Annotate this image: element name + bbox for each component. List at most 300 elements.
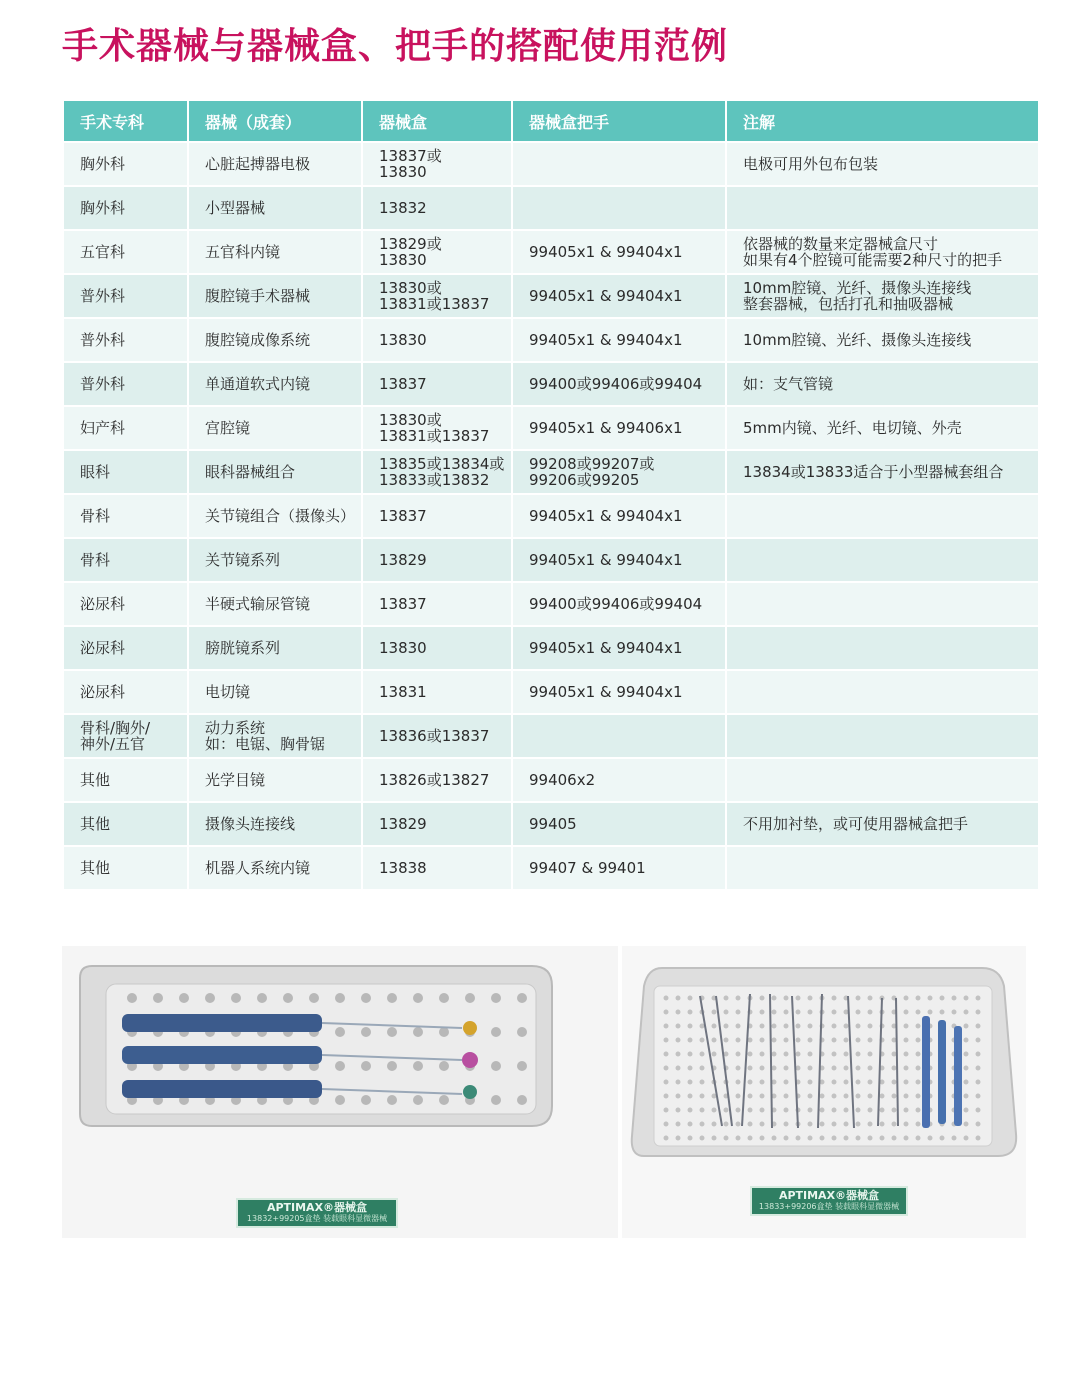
tray-hole bbox=[700, 1052, 705, 1057]
table-cell: 10mm腔镜、光纤、摄像头连接线 整套器械，包括打孔和抽吸器械 bbox=[727, 275, 1038, 317]
table-cell: 关节镜系列 bbox=[189, 539, 361, 581]
tray-hole bbox=[868, 1066, 873, 1071]
table-cell bbox=[727, 847, 1038, 889]
tray-hole bbox=[439, 1061, 449, 1071]
tray-hole bbox=[784, 1066, 789, 1071]
tray-hole bbox=[712, 1108, 717, 1113]
tray-hole bbox=[964, 1024, 969, 1029]
tray-hole bbox=[387, 1061, 397, 1071]
tray-hole bbox=[832, 1080, 837, 1085]
tray-hole bbox=[784, 1024, 789, 1029]
table-cell: 13829或 13830 bbox=[363, 231, 511, 273]
table-cell: 泌尿科 bbox=[64, 583, 187, 625]
table-cell: 泌尿科 bbox=[64, 671, 187, 713]
tray-hole bbox=[964, 1052, 969, 1057]
column-header: 注解 bbox=[727, 101, 1038, 141]
tray-hole bbox=[796, 1024, 801, 1029]
tray-hole bbox=[856, 1052, 861, 1057]
tray-hole bbox=[664, 1038, 669, 1043]
tray-hole bbox=[796, 996, 801, 1001]
tray-hole bbox=[712, 1024, 717, 1029]
table-cell bbox=[513, 187, 725, 229]
tray-hole bbox=[664, 1066, 669, 1071]
tray-hole bbox=[808, 1136, 813, 1141]
tray-hole bbox=[491, 1027, 501, 1037]
table-row bbox=[64, 451, 1038, 493]
table-cell: 如：支气管镜 bbox=[727, 363, 1038, 405]
tray-hole bbox=[976, 1038, 981, 1043]
table-cell: 关节镜组合（摄像头） bbox=[189, 495, 361, 537]
tray-hole bbox=[748, 1108, 753, 1113]
photo-caption: 13833+99206盒垫 装载眼科显微器械 bbox=[758, 1202, 900, 1211]
tray-hole bbox=[153, 993, 163, 1003]
table-cell: 心脏起搏器电极 bbox=[189, 143, 361, 185]
tray-hole bbox=[760, 1010, 765, 1015]
tray-hole bbox=[712, 1052, 717, 1057]
tray-hole bbox=[892, 1094, 897, 1099]
tray-hole bbox=[916, 1108, 921, 1113]
table-cell bbox=[727, 583, 1038, 625]
tray-hole bbox=[844, 1038, 849, 1043]
table-row bbox=[64, 583, 1038, 625]
tray-hole bbox=[772, 1066, 777, 1071]
tray-hole bbox=[808, 1066, 813, 1071]
tray-hole bbox=[736, 1136, 741, 1141]
table-row bbox=[64, 847, 1038, 889]
table-cell: 99208或99207或 99206或99205 bbox=[513, 451, 725, 493]
table-row bbox=[64, 803, 1038, 845]
tray-hole bbox=[491, 1095, 501, 1105]
tray-hole bbox=[736, 1010, 741, 1015]
table-cell: 99400或99406或99404 bbox=[513, 363, 725, 405]
tray-hole bbox=[413, 1061, 423, 1071]
tray-hole bbox=[664, 1094, 669, 1099]
tray-hole bbox=[868, 1024, 873, 1029]
tray-hole bbox=[413, 993, 423, 1003]
tray-hole bbox=[712, 1010, 717, 1015]
tray-hole bbox=[964, 1010, 969, 1015]
table-cell: 13836或13837 bbox=[363, 715, 511, 757]
tray-hole bbox=[964, 1094, 969, 1099]
table-cell: 其他 bbox=[64, 847, 187, 889]
photo-label bbox=[750, 1186, 908, 1216]
tray-hole bbox=[820, 1122, 825, 1127]
tray-hole bbox=[976, 1122, 981, 1127]
tray-hole bbox=[832, 1052, 837, 1057]
column-header: 器械（成套） bbox=[189, 101, 361, 141]
tray-hole bbox=[964, 1080, 969, 1085]
tray-hole bbox=[688, 1122, 693, 1127]
tray-hole bbox=[676, 1038, 681, 1043]
tray-hole bbox=[688, 996, 693, 1001]
table-cell: 13837 bbox=[363, 583, 511, 625]
table-row bbox=[64, 539, 1038, 581]
tray-hole bbox=[688, 1080, 693, 1085]
tray-hole bbox=[940, 1010, 945, 1015]
tray-hole bbox=[904, 1052, 909, 1057]
tray-hole bbox=[904, 996, 909, 1001]
tray-hole bbox=[976, 1080, 981, 1085]
table-cell: 眼科 bbox=[64, 451, 187, 493]
table-cell bbox=[727, 495, 1038, 537]
page-title: 手术器械与器械盒、把手的搭配使用范例 bbox=[62, 26, 729, 67]
table-row bbox=[64, 715, 1038, 757]
tray-hole bbox=[688, 1094, 693, 1099]
tray-hole bbox=[688, 1136, 693, 1141]
tray-hole bbox=[928, 1136, 933, 1141]
tray-hole bbox=[784, 1108, 789, 1113]
table-cell: 13830 bbox=[363, 627, 511, 669]
tray-hole bbox=[904, 1094, 909, 1099]
tray-hole bbox=[491, 993, 501, 1003]
tray-hole bbox=[760, 1136, 765, 1141]
tray-hole bbox=[868, 1038, 873, 1043]
tray-hole bbox=[439, 1027, 449, 1037]
tray-hole bbox=[856, 1038, 861, 1043]
table-cell: 13838 bbox=[363, 847, 511, 889]
table-header-row bbox=[64, 101, 1038, 141]
tray-hole bbox=[916, 1122, 921, 1127]
tray-hole bbox=[808, 1094, 813, 1099]
tray-hole bbox=[940, 1136, 945, 1141]
tray-hole bbox=[832, 1024, 837, 1029]
table-cell: 普外科 bbox=[64, 363, 187, 405]
table-cell: 5mm内镜、光纤、电切镜、外壳 bbox=[727, 407, 1038, 449]
tray-hole bbox=[361, 1095, 371, 1105]
tray-hole bbox=[832, 1094, 837, 1099]
table-cell bbox=[727, 627, 1038, 669]
tray-hole bbox=[976, 996, 981, 1001]
tray-hole bbox=[736, 1066, 741, 1071]
table-body bbox=[64, 143, 1038, 889]
table-cell: 13837 bbox=[363, 495, 511, 537]
tray-hole bbox=[712, 1136, 717, 1141]
tray-hole bbox=[916, 1066, 921, 1071]
table-row bbox=[64, 759, 1038, 801]
tray-hole bbox=[724, 1136, 729, 1141]
tray-hole bbox=[916, 1010, 921, 1015]
table-row bbox=[64, 187, 1038, 229]
photo-caption: 13832+99205盒垫 装载眼科显微器械 bbox=[246, 1214, 388, 1223]
table-cell: 泌尿科 bbox=[64, 627, 187, 669]
tray-hole bbox=[784, 996, 789, 1001]
tray-hole bbox=[868, 1122, 873, 1127]
tray-hole bbox=[700, 1066, 705, 1071]
tray-hole bbox=[904, 1038, 909, 1043]
tray-hole bbox=[868, 1094, 873, 1099]
tray-hole bbox=[976, 1010, 981, 1015]
tray-hole bbox=[700, 1094, 705, 1099]
tray-hole bbox=[880, 1094, 885, 1099]
tray-hole bbox=[820, 1094, 825, 1099]
table-cell: 光学目镜 bbox=[189, 759, 361, 801]
tray-hole bbox=[880, 1108, 885, 1113]
tray-hole bbox=[904, 1066, 909, 1071]
table-cell: 胸外科 bbox=[64, 187, 187, 229]
tray-hole bbox=[868, 1136, 873, 1141]
table-row bbox=[64, 275, 1038, 317]
tray-hole bbox=[916, 1052, 921, 1057]
tray-hole bbox=[413, 1095, 423, 1105]
tray-hole bbox=[976, 1066, 981, 1071]
table-cell: 五官科 bbox=[64, 231, 187, 273]
table-cell: 眼科器械组合 bbox=[189, 451, 361, 493]
photo-brand: APTIMAX®器械盒 bbox=[778, 1189, 880, 1202]
tray-hole bbox=[748, 1094, 753, 1099]
table-cell: 99405 bbox=[513, 803, 725, 845]
tray-hole bbox=[257, 993, 267, 1003]
tray-hole bbox=[892, 1108, 897, 1113]
tray-hole bbox=[916, 1038, 921, 1043]
tray-hole bbox=[832, 996, 837, 1001]
table-cell bbox=[727, 671, 1038, 713]
tray-hole bbox=[796, 1038, 801, 1043]
tray-hole bbox=[309, 993, 319, 1003]
tray-hole bbox=[772, 1024, 777, 1029]
photo-label bbox=[236, 1198, 398, 1228]
endoscope-tray-image bbox=[62, 946, 618, 1238]
tray-hole bbox=[700, 1108, 705, 1113]
table-cell: 机器人系统内镜 bbox=[189, 847, 361, 889]
tray-hole bbox=[892, 1136, 897, 1141]
tray-hole bbox=[736, 1024, 741, 1029]
table-cell: 99405x1 & 99404x1 bbox=[513, 231, 725, 273]
tray-hole bbox=[772, 1038, 777, 1043]
tray-hole bbox=[856, 1122, 861, 1127]
tray-hole bbox=[868, 1052, 873, 1057]
table-cell bbox=[727, 759, 1038, 801]
tray-hole bbox=[748, 1122, 753, 1127]
tray-hole bbox=[387, 1095, 397, 1105]
tray-hole bbox=[517, 993, 527, 1003]
tray-hole bbox=[664, 1010, 669, 1015]
tray-hole bbox=[748, 1052, 753, 1057]
tray-hole bbox=[952, 996, 957, 1001]
tray-hole bbox=[664, 1024, 669, 1029]
table-cell: 腹腔镜手术器械 bbox=[189, 275, 361, 317]
tray-hole bbox=[491, 1061, 501, 1071]
tray-hole bbox=[179, 993, 189, 1003]
tray-hole bbox=[928, 996, 933, 1001]
tray-hole bbox=[724, 1038, 729, 1043]
tray-hole bbox=[808, 1080, 813, 1085]
tray-hole bbox=[832, 1010, 837, 1015]
photo-endoscope-tray bbox=[62, 946, 618, 1238]
tray-hole bbox=[844, 1136, 849, 1141]
tray-hole bbox=[736, 1038, 741, 1043]
tray-hole bbox=[413, 1027, 423, 1037]
tray-hole bbox=[700, 1080, 705, 1085]
tray-hole bbox=[784, 1052, 789, 1057]
tray-hole bbox=[856, 1080, 861, 1085]
tray-hole bbox=[772, 1052, 777, 1057]
tray-hole bbox=[439, 1095, 449, 1105]
tray-hole bbox=[664, 1080, 669, 1085]
table-row bbox=[64, 363, 1038, 405]
table-cell: 电切镜 bbox=[189, 671, 361, 713]
tray-hole bbox=[916, 1094, 921, 1099]
table-cell: 依器械的数量来定器械盒尺寸 如果有4个腔镜可能需要2种尺寸的把手 bbox=[727, 231, 1038, 273]
tray-hole bbox=[784, 1080, 789, 1085]
table-row bbox=[64, 671, 1038, 713]
tray-hole bbox=[676, 1080, 681, 1085]
table-cell: 13830或 13831或13837 bbox=[363, 275, 511, 317]
tray-hole bbox=[856, 996, 861, 1001]
tray-hole bbox=[856, 1066, 861, 1071]
tray-hole bbox=[844, 1024, 849, 1029]
table-cell: 骨科/胸外/ 神外/五官 bbox=[64, 715, 187, 757]
tray-hole bbox=[688, 1024, 693, 1029]
tray-hole bbox=[748, 1066, 753, 1071]
tray-hole bbox=[856, 1094, 861, 1099]
tray-hole bbox=[760, 1024, 765, 1029]
table-cell: 13831 bbox=[363, 671, 511, 713]
tray-hole bbox=[335, 1061, 345, 1071]
tray-hole bbox=[700, 1136, 705, 1141]
tray-hole bbox=[517, 1027, 527, 1037]
tray-hole bbox=[664, 1108, 669, 1113]
tray-hole bbox=[688, 1108, 693, 1113]
tray-hole bbox=[784, 1122, 789, 1127]
tray-hole bbox=[736, 1094, 741, 1099]
tray-hole bbox=[976, 1024, 981, 1029]
tray-hole bbox=[976, 1108, 981, 1113]
table-cell: 动力系统 如：电锯、胸骨锯 bbox=[189, 715, 361, 757]
tray-hole bbox=[916, 1136, 921, 1141]
table-cell: 13834或13833适合于小型器械套组合 bbox=[727, 451, 1038, 493]
table-cell: 妇产科 bbox=[64, 407, 187, 449]
tray-hole bbox=[844, 1052, 849, 1057]
tray-hole bbox=[760, 1108, 765, 1113]
tray-hole bbox=[808, 996, 813, 1001]
table-cell: 99405x1 & 99404x1 bbox=[513, 495, 725, 537]
table-cell: 普外科 bbox=[64, 319, 187, 361]
tray-hole bbox=[808, 1052, 813, 1057]
tray-hole bbox=[676, 996, 681, 1001]
tray-hole bbox=[964, 1108, 969, 1113]
table-cell: 99405x1 & 99404x1 bbox=[513, 539, 725, 581]
tray-hole bbox=[736, 1080, 741, 1085]
tray-hole bbox=[772, 1010, 777, 1015]
tray-hole bbox=[844, 1108, 849, 1113]
table-cell: 腹腔镜成像系统 bbox=[189, 319, 361, 361]
table-cell: 99406x2 bbox=[513, 759, 725, 801]
table-cell: 膀胱镜系列 bbox=[189, 627, 361, 669]
tray-hole bbox=[387, 993, 397, 1003]
tray-hole bbox=[205, 993, 215, 1003]
tray-hole bbox=[517, 1095, 527, 1105]
tray-hole bbox=[844, 1094, 849, 1099]
tray-hole bbox=[964, 1122, 969, 1127]
tray-hole bbox=[952, 1010, 957, 1015]
tray-hole bbox=[808, 1038, 813, 1043]
tray-hole bbox=[760, 1038, 765, 1043]
table-cell: 13829 bbox=[363, 539, 511, 581]
tray-hole bbox=[916, 996, 921, 1001]
tray-hole bbox=[808, 1024, 813, 1029]
tray-hole bbox=[784, 1010, 789, 1015]
tray-hole bbox=[724, 1010, 729, 1015]
table-row bbox=[64, 627, 1038, 669]
column-header: 手术专科 bbox=[64, 101, 187, 141]
tray-hole bbox=[952, 1136, 957, 1141]
table-cell bbox=[513, 143, 725, 185]
table-row bbox=[64, 407, 1038, 449]
tray-hole bbox=[361, 993, 371, 1003]
tray-hole bbox=[676, 1010, 681, 1015]
tray-hole bbox=[892, 1080, 897, 1085]
tray-hole bbox=[517, 1061, 527, 1071]
tray-hole bbox=[964, 996, 969, 1001]
tray-hole bbox=[664, 1136, 669, 1141]
tray-hole bbox=[748, 1136, 753, 1141]
tray-hole bbox=[664, 996, 669, 1001]
tray-hole bbox=[784, 1038, 789, 1043]
tray-hole bbox=[439, 993, 449, 1003]
tray-hole bbox=[736, 1122, 741, 1127]
photo-ophthalmic-tray bbox=[622, 946, 1026, 1238]
table-cell: 10mm腔镜、光纤、摄像头连接线 bbox=[727, 319, 1038, 361]
tray-hole bbox=[784, 1094, 789, 1099]
tray-hole bbox=[676, 1052, 681, 1057]
tray-hole bbox=[904, 1010, 909, 1015]
table-cell: 单通道软式内镜 bbox=[189, 363, 361, 405]
table-cell: 摄像头连接线 bbox=[189, 803, 361, 845]
photo-brand: APTIMAX®器械盒 bbox=[266, 1201, 368, 1214]
tray-hole bbox=[904, 1080, 909, 1085]
tray-hole bbox=[335, 993, 345, 1003]
tray-hole bbox=[916, 1024, 921, 1029]
tray-hole bbox=[700, 1038, 705, 1043]
tray-hole bbox=[760, 996, 765, 1001]
tray-hole bbox=[904, 1108, 909, 1113]
tray-hole bbox=[976, 1094, 981, 1099]
tray-hole bbox=[664, 1052, 669, 1057]
tray-hole bbox=[387, 1027, 397, 1037]
table-cell: 13830 bbox=[363, 319, 511, 361]
tray-hole bbox=[724, 1122, 729, 1127]
tray-hole bbox=[904, 1122, 909, 1127]
tray-hole bbox=[796, 1010, 801, 1015]
tray-hole bbox=[283, 993, 293, 1003]
tray-hole bbox=[664, 1122, 669, 1127]
tray-hole bbox=[880, 1136, 885, 1141]
tray-hole bbox=[820, 1136, 825, 1141]
tray-hole bbox=[844, 1122, 849, 1127]
tray-hole bbox=[335, 1095, 345, 1105]
tray-hole bbox=[784, 1136, 789, 1141]
tray-hole bbox=[964, 1136, 969, 1141]
tray-hole bbox=[736, 996, 741, 1001]
tray-hole bbox=[976, 1052, 981, 1057]
tray-hole bbox=[904, 1136, 909, 1141]
tray-hole bbox=[361, 1027, 371, 1037]
tray-hole bbox=[127, 993, 137, 1003]
table-cell: 99405x1 & 99406x1 bbox=[513, 407, 725, 449]
tray-hole bbox=[676, 1108, 681, 1113]
tray-hole bbox=[724, 1024, 729, 1029]
tray-hole bbox=[868, 1108, 873, 1113]
tray-hole bbox=[712, 1038, 717, 1043]
table-cell bbox=[727, 187, 1038, 229]
table-cell: 胸外科 bbox=[64, 143, 187, 185]
table-cell: 13829 bbox=[363, 803, 511, 845]
tray-hole bbox=[856, 1108, 861, 1113]
tray-hole bbox=[868, 996, 873, 1001]
tray-hole bbox=[832, 1136, 837, 1141]
tray-hole bbox=[760, 1066, 765, 1071]
tray-hole bbox=[964, 1066, 969, 1071]
